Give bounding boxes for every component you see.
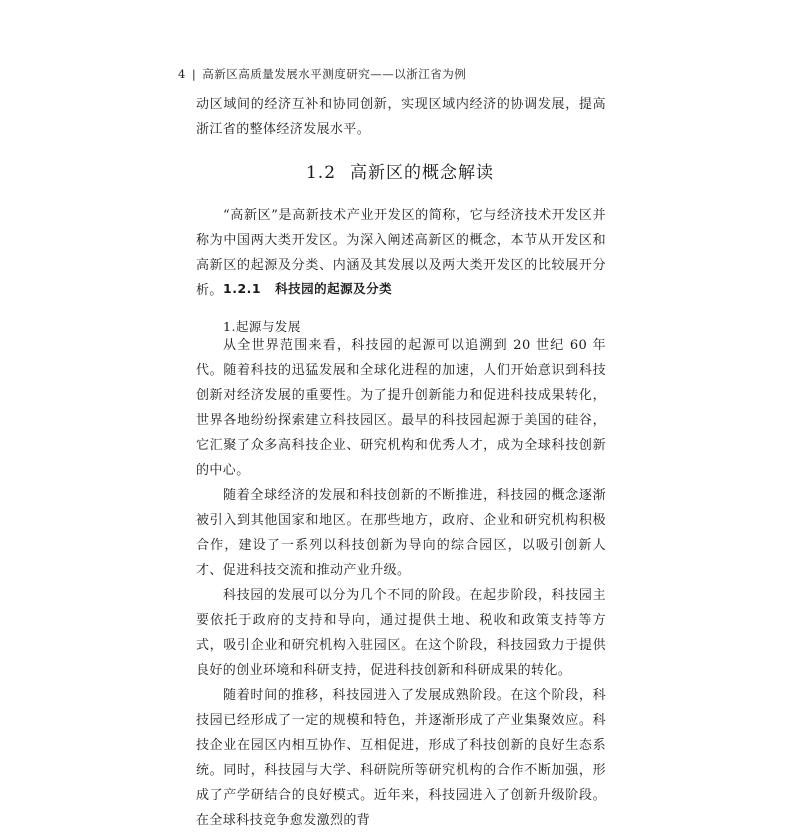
running-title: 高新区高质量发展水平测度研究——以浙江省为例 bbox=[202, 67, 467, 81]
subsection-title: 科技园的起源及分类 bbox=[275, 281, 393, 296]
body-text bbox=[196, 333, 606, 833]
page-number: 4 bbox=[178, 67, 186, 81]
running-header bbox=[178, 66, 466, 82]
body-paragraph: 科技园的发展可以分为几个不同的阶段。在起步阶段，科技园主要依托于政府的支持和导向，通过提供土地、税收和政策支持等方式，吸引企业和研究机构入驻园区。在这个阶段，科技园致力于提供良好的创业环境和科研支持，促进科技创新和科研成果的转化。 bbox=[196, 588, 606, 678]
section-title: 高新区的概念解读 bbox=[350, 163, 495, 183]
body-paragraph: 随着时间的推移，科技园进入了发展成熟阶段。在这个阶段，科技园已经形成了一定的规模和特色，并逐渐形成了产业集聚效应。科技企业在园区内相互协作、互相促进，形成了科技创新的良好生态系统。同时，科技园与大学、科研院所等研究机构的合作不断加强，形成了产学研结合的良好模式。近年来，科技园进入了创新升级阶段。在全球科技竞争愈发激烈的背 bbox=[196, 688, 606, 828]
subsection-heading bbox=[223, 279, 633, 297]
section-heading bbox=[0, 158, 800, 183]
subsubsection-title: 1.起源与发展 bbox=[223, 319, 301, 334]
section-intro: “高新区”是高新技术产业开发区的简称，它与经济技术开发区并称为中国两大类开发区。为深入阐述高新区的概念，本节从开发区和高新区的起源及分类、内涵及其发展以及两大类开发区的比较展开分析。 bbox=[196, 208, 606, 298]
body-paragraph: 从全世界范围来看，科技园的起源可以追溯到 20 世纪 60 年代。随着科技的迅猛发展和全球化进程的加速，人们开始意识到科技创新对经济发展的重要性。为了提升创新能力和促进科技成果转化，世界各地纷纷探索建立科技园区。最早的科技园起源于美国的硅谷，它汇聚了众多高科技企业、研究机构和优秀人才，成为全球科技创新的中心。 bbox=[196, 338, 606, 478]
top-paragraph-block bbox=[196, 92, 606, 142]
body-paragraph: 随着全球经济的发展和科技创新的不断推进，科技园的概念逐渐被引入到其他国家和地区。在那些地方，政府、企业和研究机构积极合作，建设了一系列以科技创新为导向的综合园区，以吸引创新人才、促进科技交流和推动产业升级。 bbox=[196, 488, 606, 578]
top-paragraph: 动区域间的经济互补和协同创新，实现区域内经济的协调发展，提高浙江省的整体经济发展水平。 bbox=[196, 97, 606, 137]
subsection-number: 1.2.1 bbox=[223, 281, 262, 296]
header-separator: | bbox=[191, 67, 197, 81]
section-number: 1.2 bbox=[305, 163, 337, 183]
